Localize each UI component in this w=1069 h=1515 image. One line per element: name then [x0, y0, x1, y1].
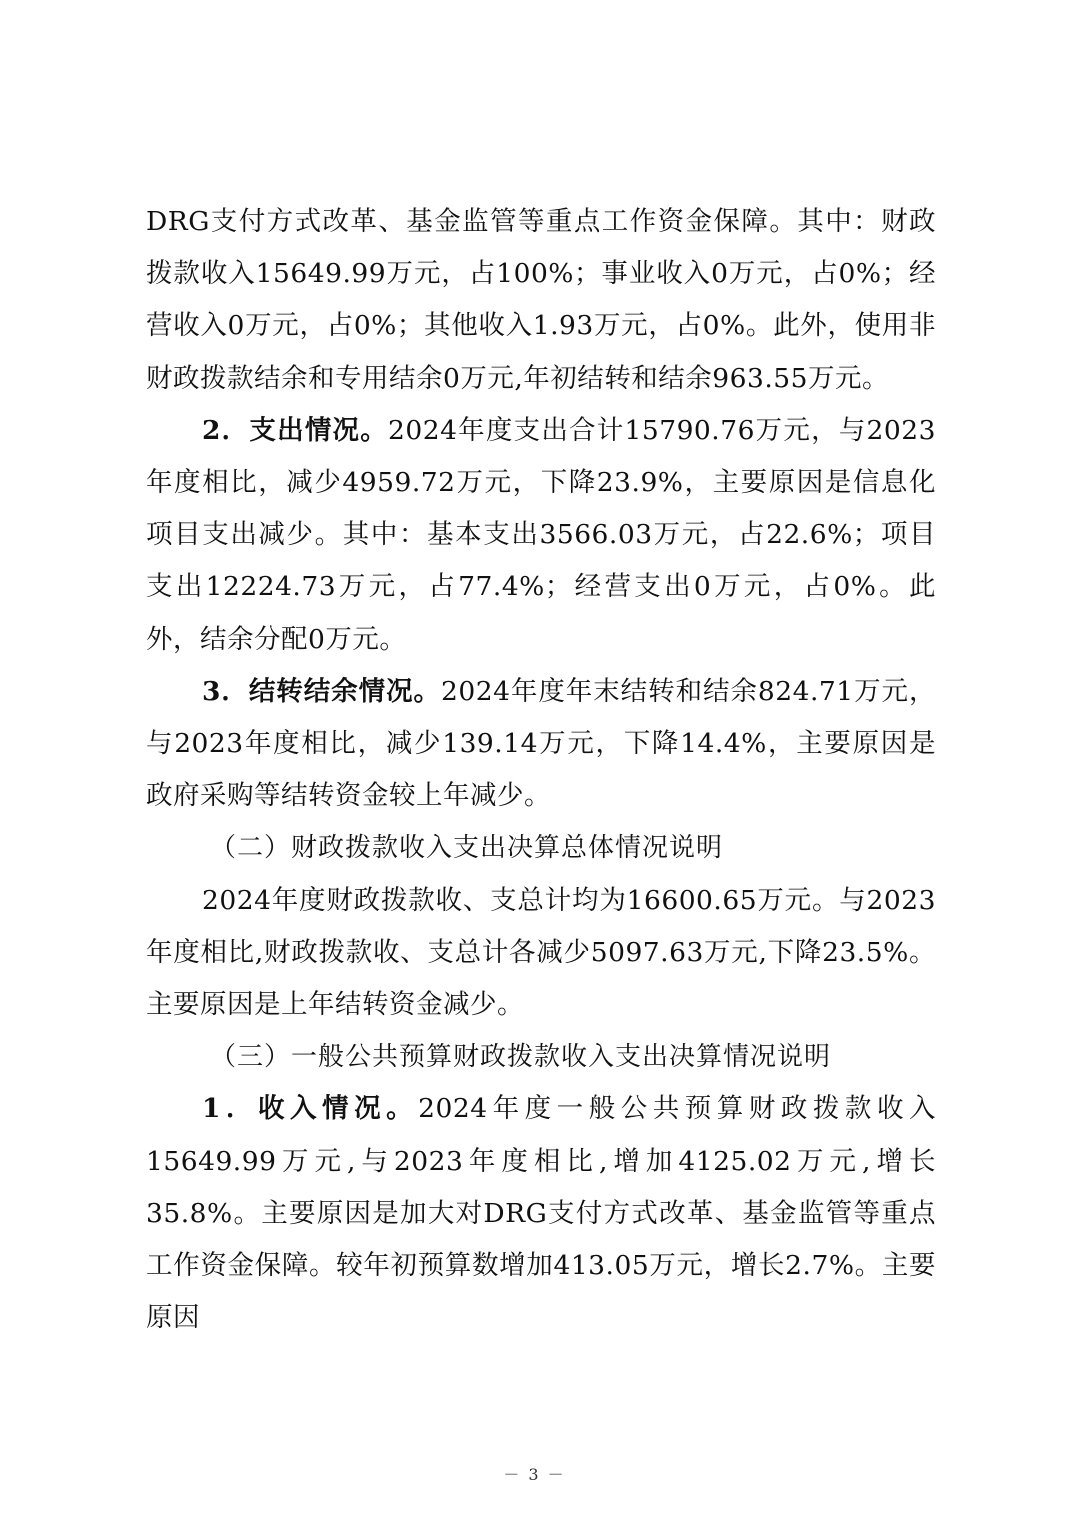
paragraph-general-budget-income — [146, 1083, 936, 1344]
general-budget-income-heading: 1．收入情况。 — [202, 1093, 419, 1125]
section-title-general-budget: （三）一般公共预算财政拨款收入支出决算情况说明 — [210, 1042, 832, 1073]
paragraph-income-continued: DRG支付方式改革、基金监管等重点工作资金保障。其中：财政拨款收入15649.99万元，占100%；事业收入0万元，占0%；经营收入0万元，占0%；其他收入1.93万元，占0%。此外，使用非财政拨款结余和专用结余0万元,年初结转和结余963.55万元。 — [146, 206, 936, 394]
section-title-fiscal-overview: （二）财政拨款收入支出决算总体情况说明 — [210, 833, 724, 864]
expenditure-heading: 2．支出情况。 — [202, 414, 388, 446]
document-body — [146, 196, 936, 1344]
carryover-heading: 3．结转结余情况。 — [202, 675, 441, 707]
carryover-body: 2024年度年末结转和结余824.71万元，与2023年度相比，减少139.14万元，下降14.4%，主要原因是政府采购等结转资金较上年减少。 — [146, 675, 936, 812]
paragraph-expenditure — [146, 405, 936, 666]
general-budget-income-body: 2024年度一般公共预算财政拨款收入15649.99万元,与2023年度相比,增加4125.02万元,增长35.8%。主要原因是加大对DRG支付方式改革、基金监管等重点工作资金保障。较年初预算数增加413.05万元，增长2.7%。主要原因 — [146, 1093, 936, 1334]
expenditure-body: 2024年度支出合计15790.76万元，与2023年度相比，减少4959.72万元，下降23.9%，主要原因是信息化项目支出减少。其中：基本支出3566.03万元，占22.6%；项目支出12224.73万元，占77.4%；经营支出0万元，占0%。此外，结余分配0万元。 — [146, 414, 936, 655]
paragraph-carryover — [146, 666, 936, 823]
paragraph-fiscal-overview: 2024年度财政拨款收、支总计均为16600.65万元。与2023年度相比,财政拨款收、支总计各减少5097.63万元,下降23.5%。主要原因是上年结转资金减少。 — [146, 884, 936, 1021]
page-number: － 3 － — [503, 1465, 566, 1484]
